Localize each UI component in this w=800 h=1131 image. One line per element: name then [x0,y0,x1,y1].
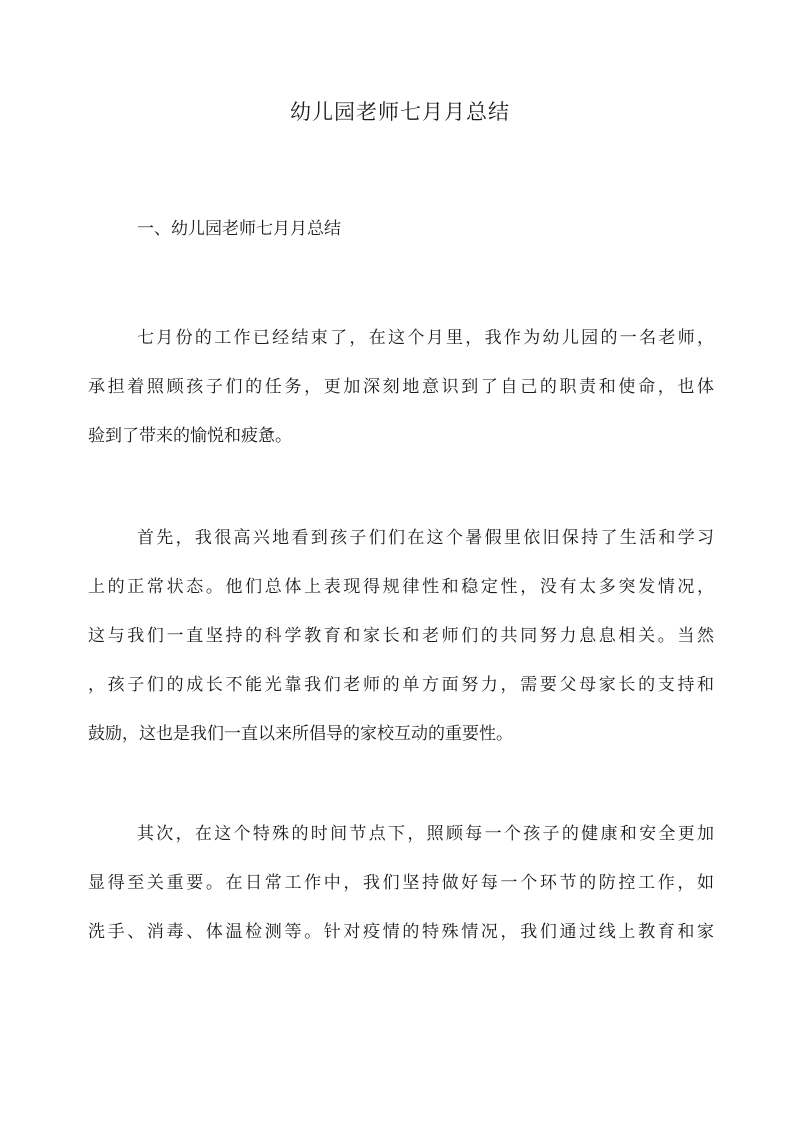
page-title: 幼儿园老师七月月总结 [290,100,510,124]
paragraph-line: 鼓励，这也是我们一直以来所倡导的家校互动的重要性。 [88,724,513,744]
paragraph-line: 验到了带来的愉悦和疲惫。 [88,426,292,446]
paragraph-line: 七月份的工作已经结束了，在这个月里，我作为幼儿园的一名老师， [137,328,714,348]
paragraph-line: 上的正常状态。他们总体上表现得规律性和稳定性，没有太多突发情况， [88,577,714,597]
paragraph-line: 其次，在这个特殊的时间节点下，照顾每一个孩子的健康和安全更加 [137,824,714,844]
paragraph-line: ，孩子们的成长不能光靠我们老师的单方面努力，需要父母家长的支持和 [88,675,714,695]
paragraph-2 [88,514,714,759]
paragraph-line: 这与我们一直坚持的科学教育和家长和老师们的共同努力息息相关。当然 [88,626,714,646]
paragraph-line: 首先，我很高兴地看到孩子们们在这个暑假里依旧保持了生活和学习 [137,528,714,548]
paragraph-line: 承担着照顾孩子们的任务，更加深刻地意识到了自己的职责和使命，也体 [88,377,714,397]
paragraph-line: 洗手、消毒、体温检测等。针对疫情的特殊情况，我们通过线上教育和家 [88,922,714,942]
section-heading: 一、幼儿园老师七月月总结 [137,219,341,239]
paragraph-3 [88,810,714,957]
paragraph-line: 显得至关重要。在日常工作中，我们坚持做好每一个环节的防控工作，如 [88,873,714,893]
paragraph-1 [88,314,714,461]
